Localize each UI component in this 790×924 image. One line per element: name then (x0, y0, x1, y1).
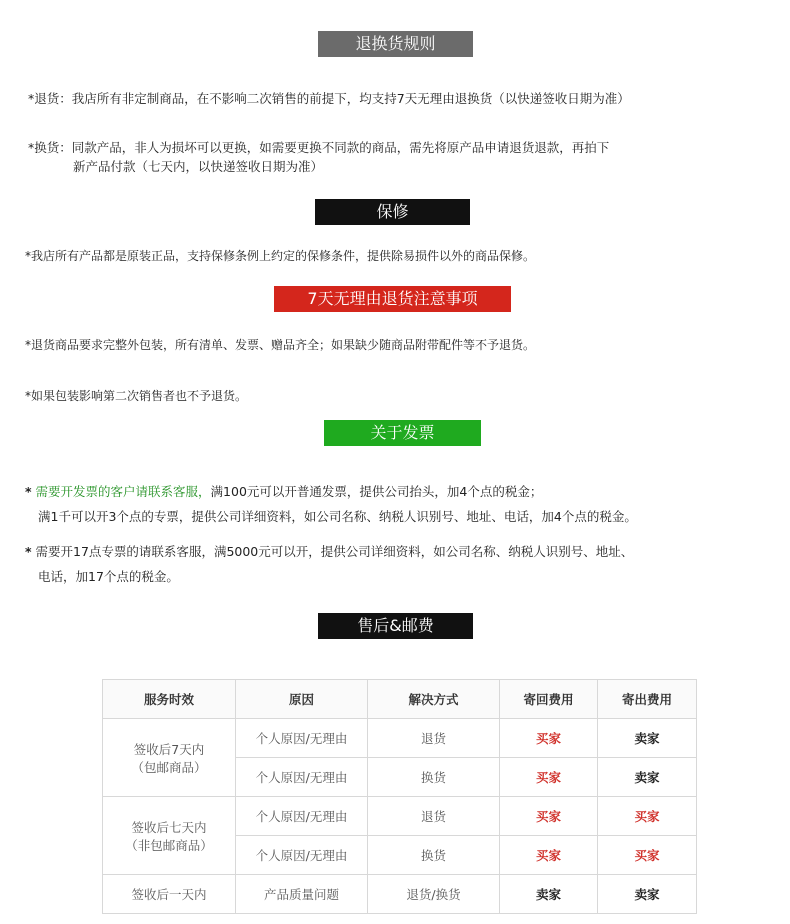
invoice-contact-note: 需要开发票的客户请联系客服， (35, 484, 211, 499)
bullet-star: * (25, 544, 32, 559)
solution-cell: 换货 (368, 836, 500, 875)
reason-cell: 个人原因/无理由 (236, 719, 368, 758)
header-send-fee: 寄出费用 (598, 680, 697, 719)
group-cell-free-shipping (103, 719, 236, 797)
solution-cell: 退货 (368, 719, 500, 758)
send-fee-cell: 买家 (598, 836, 697, 875)
return-rules-banner: 退换货规则 (318, 31, 473, 57)
return-fee-cell: 买家 (500, 719, 598, 758)
group-label: 签收后七天内 (131, 819, 207, 835)
group-cell-one-day: 签收后一天内 (103, 875, 236, 914)
group-sublabel: （非包邮商品） (125, 837, 213, 853)
table-header-row (103, 680, 697, 719)
invoice-special-rule: 需要开17点专票的请联系客服，满5000元可以开，提供公司详细资料，如公司名称、纳税人识别号、地址、 (35, 544, 634, 559)
header-return-fee: 寄回费用 (500, 680, 598, 719)
header-reason: 原因 (236, 680, 368, 719)
group-label: 签收后7天内 (133, 741, 205, 757)
return-fee-cell: 卖家 (500, 875, 598, 914)
repair-policy-text: *我店所有产品都是原装正品，支持保修条例上约定的保修条件，提供除易损件以外的商品保修。 (25, 249, 536, 263)
invoice-text-1 (25, 482, 542, 500)
solution-cell: 退货/换货 (368, 875, 500, 914)
return-fee-cell: 买家 (500, 836, 598, 875)
table-row (103, 875, 697, 914)
send-fee-cell: 卖家 (598, 758, 697, 797)
return-fee-cell: 买家 (500, 797, 598, 836)
group-cell-non-free-shipping (103, 797, 236, 875)
solution-cell: 退货 (368, 797, 500, 836)
send-fee-cell: 卖家 (598, 875, 697, 914)
after-sales-banner: 售后&邮费 (318, 613, 473, 639)
notice-text-2: *如果包装影响第二次销售者也不予退货。 (25, 389, 248, 403)
after-sales-table (102, 679, 697, 914)
group-sublabel: （包邮商品） (131, 759, 207, 775)
return-policy-text: *退货：我店所有非定制商品，在不影响二次销售的前提下，均支持7天无理由退换货（以快递签收日期为准） (28, 91, 630, 106)
reason-cell: 产品质量问题 (236, 875, 368, 914)
return-fee-cell: 买家 (500, 758, 598, 797)
header-solution: 解决方式 (368, 680, 500, 719)
invoice-text-2: 满1千可以开3个点的专票，提供公司详细资料，如公司名称、纳税人识别号、地址、电话，加4个点的税金。 (38, 509, 637, 524)
solution-cell: 换货 (368, 758, 500, 797)
bullet-star: * (25, 484, 32, 499)
exchange-policy-text-1: *换货：同款产品，非人为损坏可以更换，如需要更换不同款的商品，需先将原产品申请退货退款，再拍下 (28, 140, 610, 155)
invoice-text-3 (25, 542, 633, 560)
notice-text-1: *退货商品要求完整外包装，所有清单、发票、赠品齐全；如果缺少随商品附带配件等不予退货。 (25, 338, 536, 352)
send-fee-cell: 买家 (598, 797, 697, 836)
header-service-period: 服务时效 (103, 680, 236, 719)
repair-banner: 保修 (315, 199, 470, 225)
send-fee-cell: 卖家 (598, 719, 697, 758)
reason-cell: 个人原因/无理由 (236, 836, 368, 875)
invoice-general-rule: 满100元可以开普通发票，提供公司抬头，加4个点的税金； (210, 484, 543, 499)
reason-cell: 个人原因/无理由 (236, 758, 368, 797)
exchange-policy-text-2: 新产品付款（七天内，以快递签收日期为准） (73, 159, 324, 174)
reason-cell: 个人原因/无理由 (236, 797, 368, 836)
return-notice-banner: 7天无理由退货注意事项 (274, 286, 511, 312)
invoice-banner: 关于发票 (324, 420, 481, 446)
table-row (103, 797, 697, 836)
table-row (103, 719, 697, 758)
invoice-text-4: 电话，加17个点的税金。 (38, 569, 179, 584)
